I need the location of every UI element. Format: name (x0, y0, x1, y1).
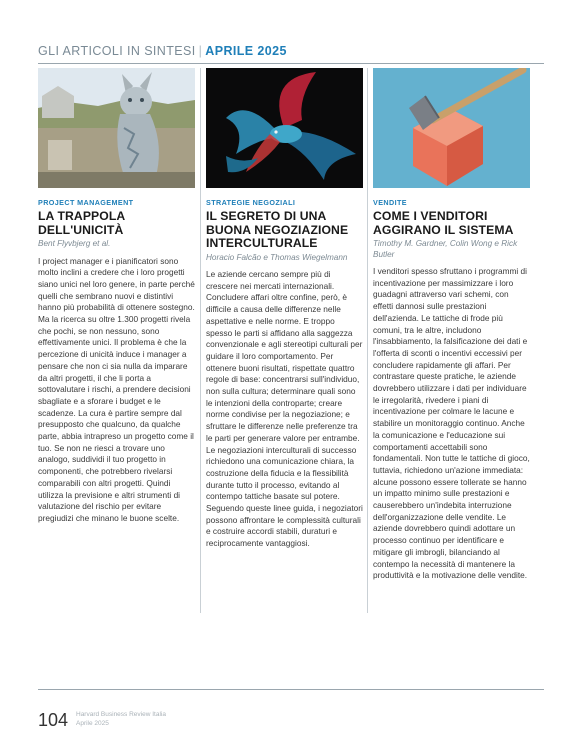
publication-date: Aprile 2025 (76, 719, 109, 727)
article-body: Le aziende cercano sempre più di crescere nei mercati internazionali. Concludere affari oltre confine, però, è difficile a causa delle differenze nelle aspettative e nelle norme. E troppo spesso le parti si affidano alla saggezza convenzionale e agli stereotipi culturali per guidare il loro comportamento. Per ottenere buoni risultati, rispettate quattro regole di base: concentrarsi sull'individuo, non sulla cultura; determinare quali sono le intenzioni della controparte; creare norme condivise per la negoziazione; e sfruttare le differenze nelle preferenze tra le parti per generare valore per entrambe. Le negoziazioni interculturali di successo richiedono una comunicazione chiara, la costruzione della fiducia e la flessibilità durante tutto il processo, evitando al contempo tattiche basate sul potere. Seguendo queste linee guida, i negoziatori possono affrontare le complessità culturali e costruire accordi stabili, duraturi e reciprocamente vantaggiosi. (206, 269, 363, 549)
article-column-3 (373, 68, 530, 582)
column-divider (200, 68, 201, 613)
article-category: STRATEGIE NEGOZIALI (206, 198, 296, 207)
top-rule (38, 63, 544, 64)
article-authors: Bent Flyvbjerg et al. (38, 239, 111, 248)
header-separator: | (198, 44, 203, 58)
article-category: PROJECT MANAGEMENT (38, 198, 134, 207)
article-body: I venditori spesso sfruttano i programmi di incentivazione per massimizzare i loro guadagni attraverso vari schemi, con effetti dannosi sulle prestazioni dell'azienda. Le tattiche di frode più comuni, tra le altre, includono l'insabbiamento, la falsificazione dei dati e l'offerta di sconti o incentivi eccessivi per concludere rapidamente gli affari. Per contrastare queste pratiche, le aziende dovrebbero utilizzare i dati per individuare le irregolarità, rivedere i piani di incentivazione per colmare le lacune e stabilire un monitoraggio continuo. Anche la comunicazione e l'educazione sui comportamenti accettabili sono fondamentali. Non tutte le tattiche di gioco, tuttavia, richiedono un'azione immediata: alcune possono essere tollerate se hanno un impatto minimo sulle prestazioni e causerebbero un'indebita interruzione dell'organizzazione delle vendite. Le aziende dovrebbero quindi adottare un processo continuo per identificare e mitigare gli imbrogli, bilanciando al contempo la necessità di mantenere la produttività e la motivazione delle vendite. (373, 266, 530, 581)
article-title: IL SEGRETO DI UNA BUONA NEGOZIAZIONE INTERCULTURALE (206, 209, 349, 250)
cat-sculpture-photo (38, 68, 195, 188)
article-column-1 (38, 68, 195, 525)
betta-fish-photo (206, 68, 363, 188)
section-label: GLI ARTICOLI IN SINTESI (38, 44, 196, 58)
article-authors: Timothy M. Gardner, Colin Wong e Rick Butler (373, 239, 518, 259)
article-category: VENDITE (373, 198, 407, 207)
publication-info (76, 711, 166, 728)
bottom-rule (38, 689, 544, 690)
issue-label: APRILE 2025 (205, 44, 287, 58)
section-header (38, 44, 287, 58)
article-title: LA TRAPPOLA DELL'UNICITÀ (38, 209, 125, 237)
page-number: 104 (38, 710, 69, 730)
hammer-cube-illustration (373, 68, 530, 188)
article-body: I project manager e i pianificatori sono molto inclini a credere che i loro progetti siano unici nel loro genere, in parte perché quelli che sembrano nuovi e distintivi hanno più probabilità di ottenere sostegno. Ma la ricerca su oltre 1.300 progetti rivela che pochi, se non nessuno, sono effettivamente unici. Il problema è che la percezione di unicità induce i manager a pensare che non ci sia nulla da imparare da altri progetti, il che li porta a sottovalutare i rischi, a prendere decisioni sbagliate e a sforare i budget e le scadenze. La cura è partire sempre dal presupposto che qualcuno, da qualche parte, abbia intrapreso un progetto come il tuo. Se non ne riesci a trovare uno analogo, suddividi il tuo progetto in componenti, che potrebbero rivelarsi comparabili con altri progetti. Quindi utilizza la previsione e altri strumenti di valutazione del rischio per evitare pregiudizi che minano le buone scelte. (38, 255, 195, 523)
article-column-2 (206, 68, 363, 550)
article-authors: Horacio Falcão e Thomas Wiegelmann (206, 252, 348, 262)
column-divider (367, 68, 368, 613)
publication-name: Harvard Business Review Italia (76, 711, 166, 718)
article-title: COME I VENDITORI AGGIRANO IL SISTEMA (373, 209, 514, 237)
